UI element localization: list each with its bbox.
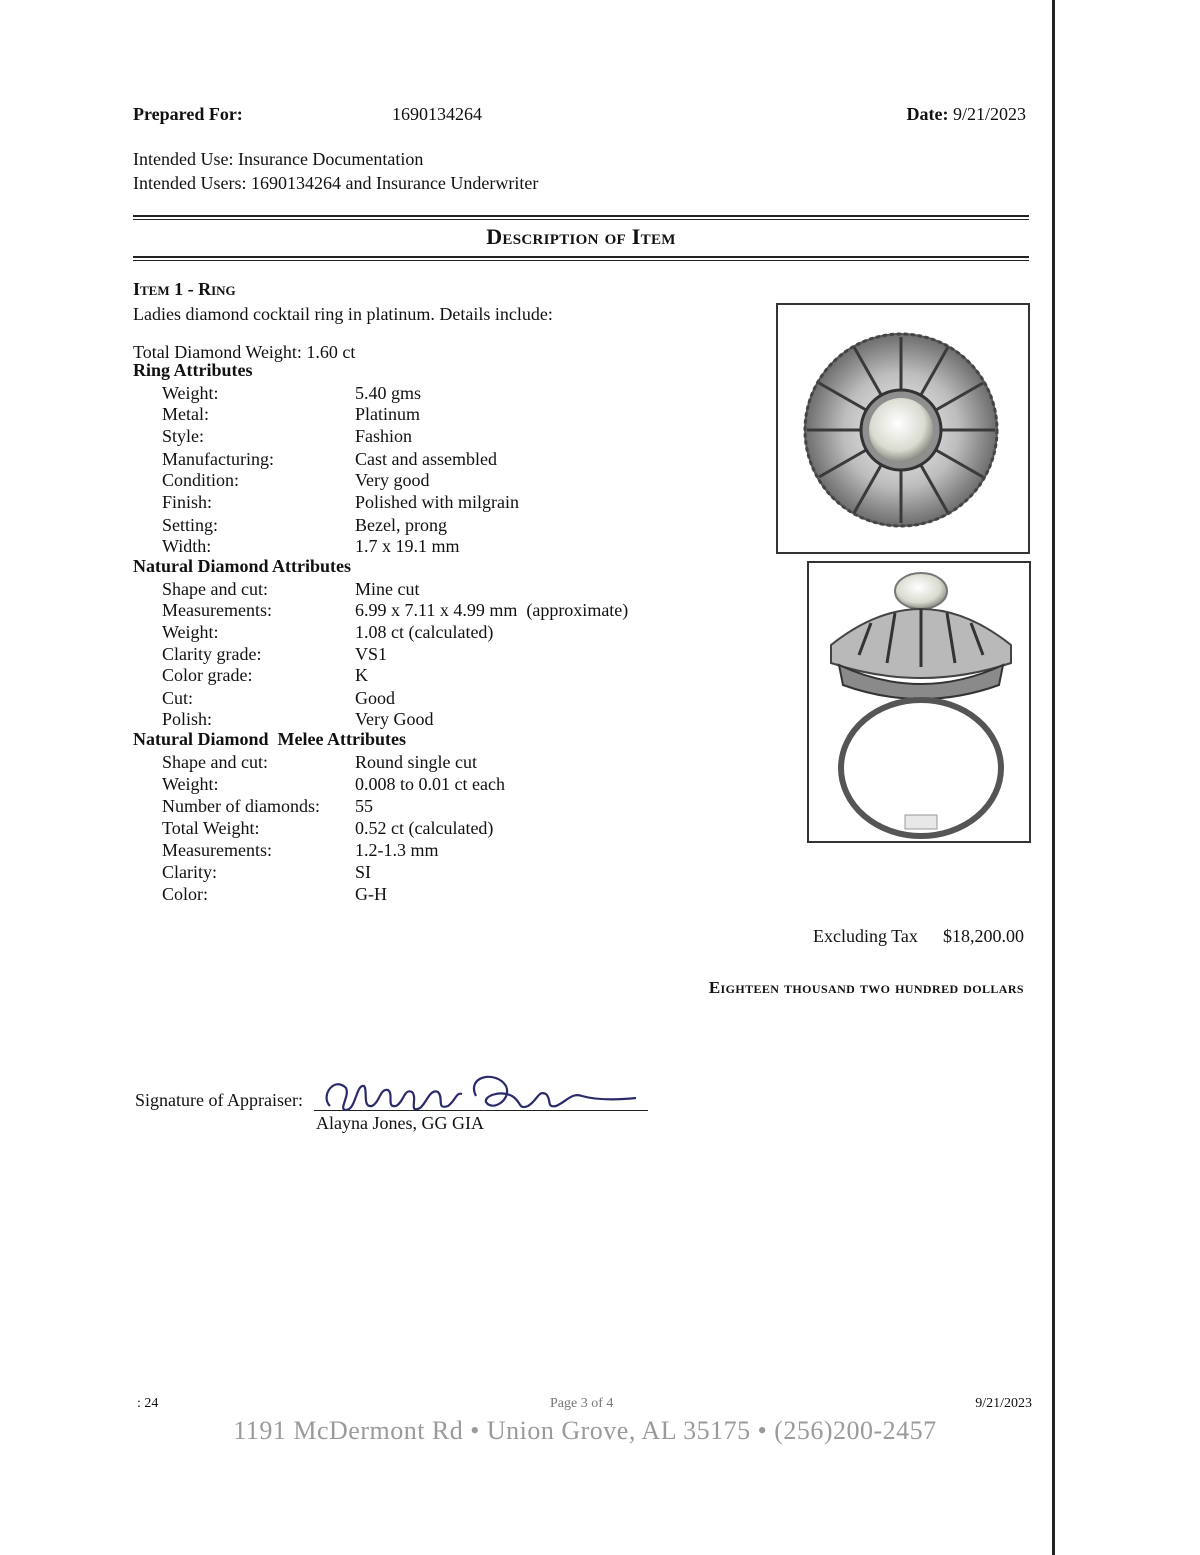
attr-value: Cast and assembled <box>355 449 497 469</box>
item-title: Item 1 - Ring <box>133 279 236 299</box>
attr-label: Cut: <box>162 688 194 708</box>
attr-value: Very good <box>355 470 430 490</box>
attr-label: Total Weight: <box>162 818 260 838</box>
attr-label: Color: <box>162 884 209 904</box>
attr-value: K <box>355 665 368 685</box>
attr-value: SI <box>355 862 372 882</box>
attr-label: Color grade: <box>162 665 253 685</box>
attr-value: 55 <box>355 796 373 816</box>
excluding-tax-label: Excluding Tax <box>813 926 918 946</box>
date-value: 9/21/2023 <box>952 104 1026 124</box>
value-in-words: Eighteen thousand two hundred dollars <box>708 978 1024 997</box>
attr-value: Polished with milgrain <box>355 492 519 512</box>
melee-attributes-heading: Natural Diamond Melee Attributes <box>133 729 406 749</box>
section-title: Description of Item <box>486 224 676 249</box>
bottom-rule-2 <box>133 260 1029 261</box>
attr-label: Weight: <box>162 774 219 794</box>
ring-top-view-photo <box>776 303 1030 554</box>
ring-side-view-photo <box>807 561 1031 843</box>
attr-label: Shape and cut: <box>162 752 268 772</box>
attr-label: Clarity: <box>162 862 217 882</box>
attr-value: 0.52 ct (calculated) <box>355 818 494 838</box>
attr-value: Very Good <box>355 709 434 729</box>
intended-users: Intended Users: 1690134264 and Insurance Underwriter <box>133 173 539 193</box>
attr-label: Manufacturing: <box>162 449 274 469</box>
attr-value: 5.40 gms <box>355 383 422 403</box>
ring-side-view-image <box>809 563 1029 841</box>
attr-label: Weight: <box>162 622 219 642</box>
attr-value: 6.99 x 7.11 x 4.99 mm (approximate) <box>355 600 629 620</box>
attr-label: Condition: <box>162 470 240 490</box>
bottom-rule-1 <box>133 256 1029 258</box>
attr-label: Finish: <box>162 492 213 512</box>
footer-date: 9/21/2023 <box>975 1396 1032 1411</box>
attr-value: 0.008 to 0.01 ct each <box>355 774 505 794</box>
top-rule-1 <box>133 215 1029 217</box>
attr-label: Style: <box>162 426 205 446</box>
attr-label: Shape and cut: <box>162 579 268 599</box>
business-address: 1191 McDermont Rd • Union Grove, AL 35175 • (256)200-2457 <box>233 1416 937 1445</box>
intended-use: Intended Use: Insurance Documentation <box>133 149 424 169</box>
attr-value: 1.2-1.3 mm <box>355 840 439 860</box>
total-diamond-weight: Total Diamond Weight: 1.60 ct <box>133 342 356 362</box>
page-number: Page 3 of 4 <box>550 1396 614 1411</box>
prepared-for-label: Prepared For: <box>133 104 243 124</box>
attr-label: Measurements: <box>162 840 272 860</box>
ring-attributes-heading: Ring Attributes <box>133 360 253 380</box>
page-edge-line <box>1052 0 1055 1555</box>
attr-label: Number of diamonds: <box>162 796 320 816</box>
attr-value: Fashion <box>355 426 413 446</box>
attr-label: Width: <box>162 536 212 556</box>
attr-value: 1.08 ct (calculated) <box>355 622 494 642</box>
attr-value: G-H <box>355 884 387 904</box>
attr-label: Polish: <box>162 709 213 729</box>
attr-label: Measurements: <box>162 600 272 620</box>
attr-label: Metal: <box>162 404 209 424</box>
top-rule-2 <box>133 219 1029 220</box>
attr-value: 1.7 x 19.1 mm <box>355 536 460 556</box>
attr-value: Round single cut <box>355 752 477 772</box>
prepared-for-value: 1690134264 <box>392 104 482 124</box>
appraised-value: $18,200.00 <box>943 926 1024 946</box>
ring-top-view-image <box>778 305 1028 552</box>
attr-value: Platinum <box>355 404 421 424</box>
diamond-attributes-heading: Natural Diamond Attributes <box>133 556 352 576</box>
item-intro: Ladies diamond cocktail ring in platinum. Details include: <box>133 304 553 324</box>
attr-value: VS1 <box>355 644 388 664</box>
attr-label: Weight: <box>162 383 219 403</box>
attr-label: Clarity grade: <box>162 644 262 664</box>
attr-value: Good <box>355 688 395 708</box>
attr-label: Setting: <box>162 515 219 535</box>
attr-value: Bezel, prong <box>355 515 447 535</box>
footer-left: : 24 <box>137 1396 159 1411</box>
report-date <box>907 104 1027 125</box>
appraiser-name: Alayna Jones, GG GIA <box>316 1113 484 1133</box>
attr-value: Mine cut <box>355 579 420 599</box>
date-label: Date: <box>906 104 949 124</box>
signature-label: Signature of Appraiser: <box>135 1090 303 1110</box>
